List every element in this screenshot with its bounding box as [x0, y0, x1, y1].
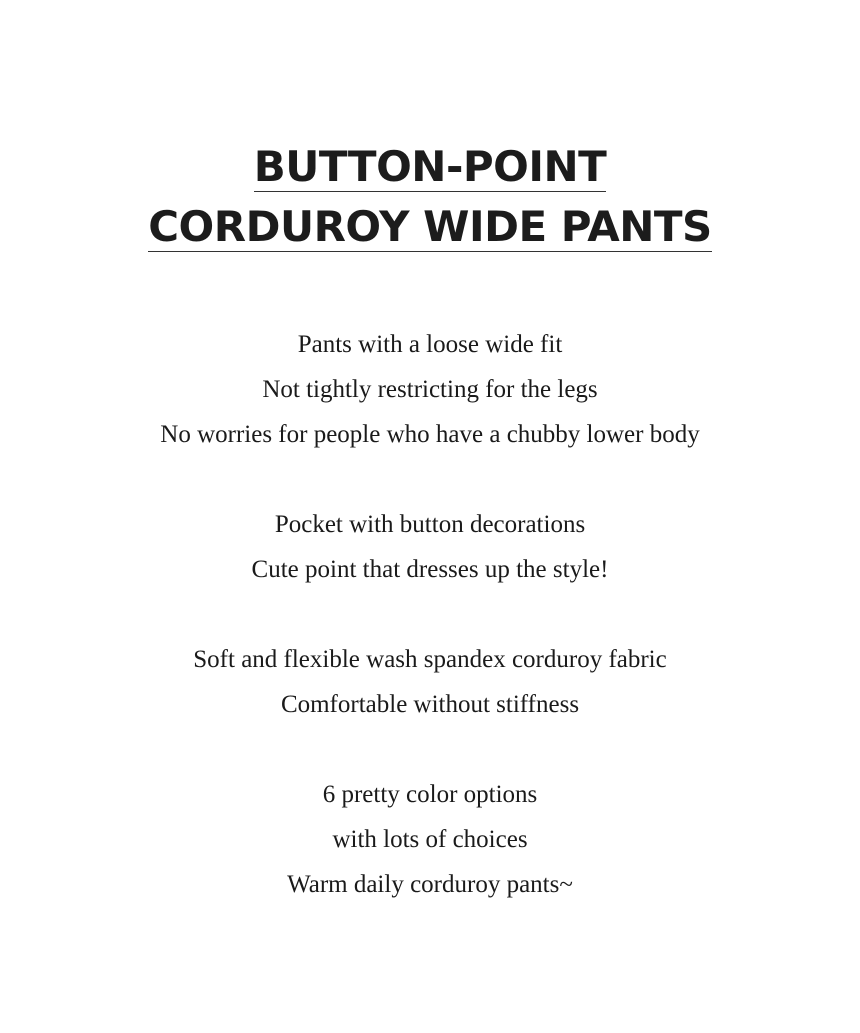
description-group-fabric: [0, 637, 860, 727]
description-group-fit: [0, 322, 860, 457]
product-title-line-1-text: BUTTON-POINT: [253, 142, 607, 191]
description-line: Warm daily corduroy pants~: [287, 871, 573, 898]
description-line: with lots of choices: [332, 826, 528, 853]
description-line: 6 pretty color options: [322, 781, 538, 808]
description-group-pocket: [0, 502, 860, 592]
description-line: Soft and flexible wash spandex corduroy fabric: [193, 646, 667, 673]
product-title-line-2-text: CORDUROY WIDE PANTS: [148, 202, 712, 251]
description-line: Comfortable without stiffness: [280, 691, 580, 718]
description-group-colors: [0, 772, 860, 907]
description-line: Pocket with button decorations: [274, 511, 586, 538]
product-title-line-1: [0, 142, 860, 192]
description-line: Cute point that dresses up the style!: [251, 556, 609, 583]
description-line: Not tightly restricting for the legs: [262, 376, 598, 403]
description-line: Pants with a loose wide fit: [297, 331, 563, 358]
description-line: No worries for people who have a chubby lower body: [160, 421, 700, 448]
product-title-line-2: [0, 202, 860, 252]
